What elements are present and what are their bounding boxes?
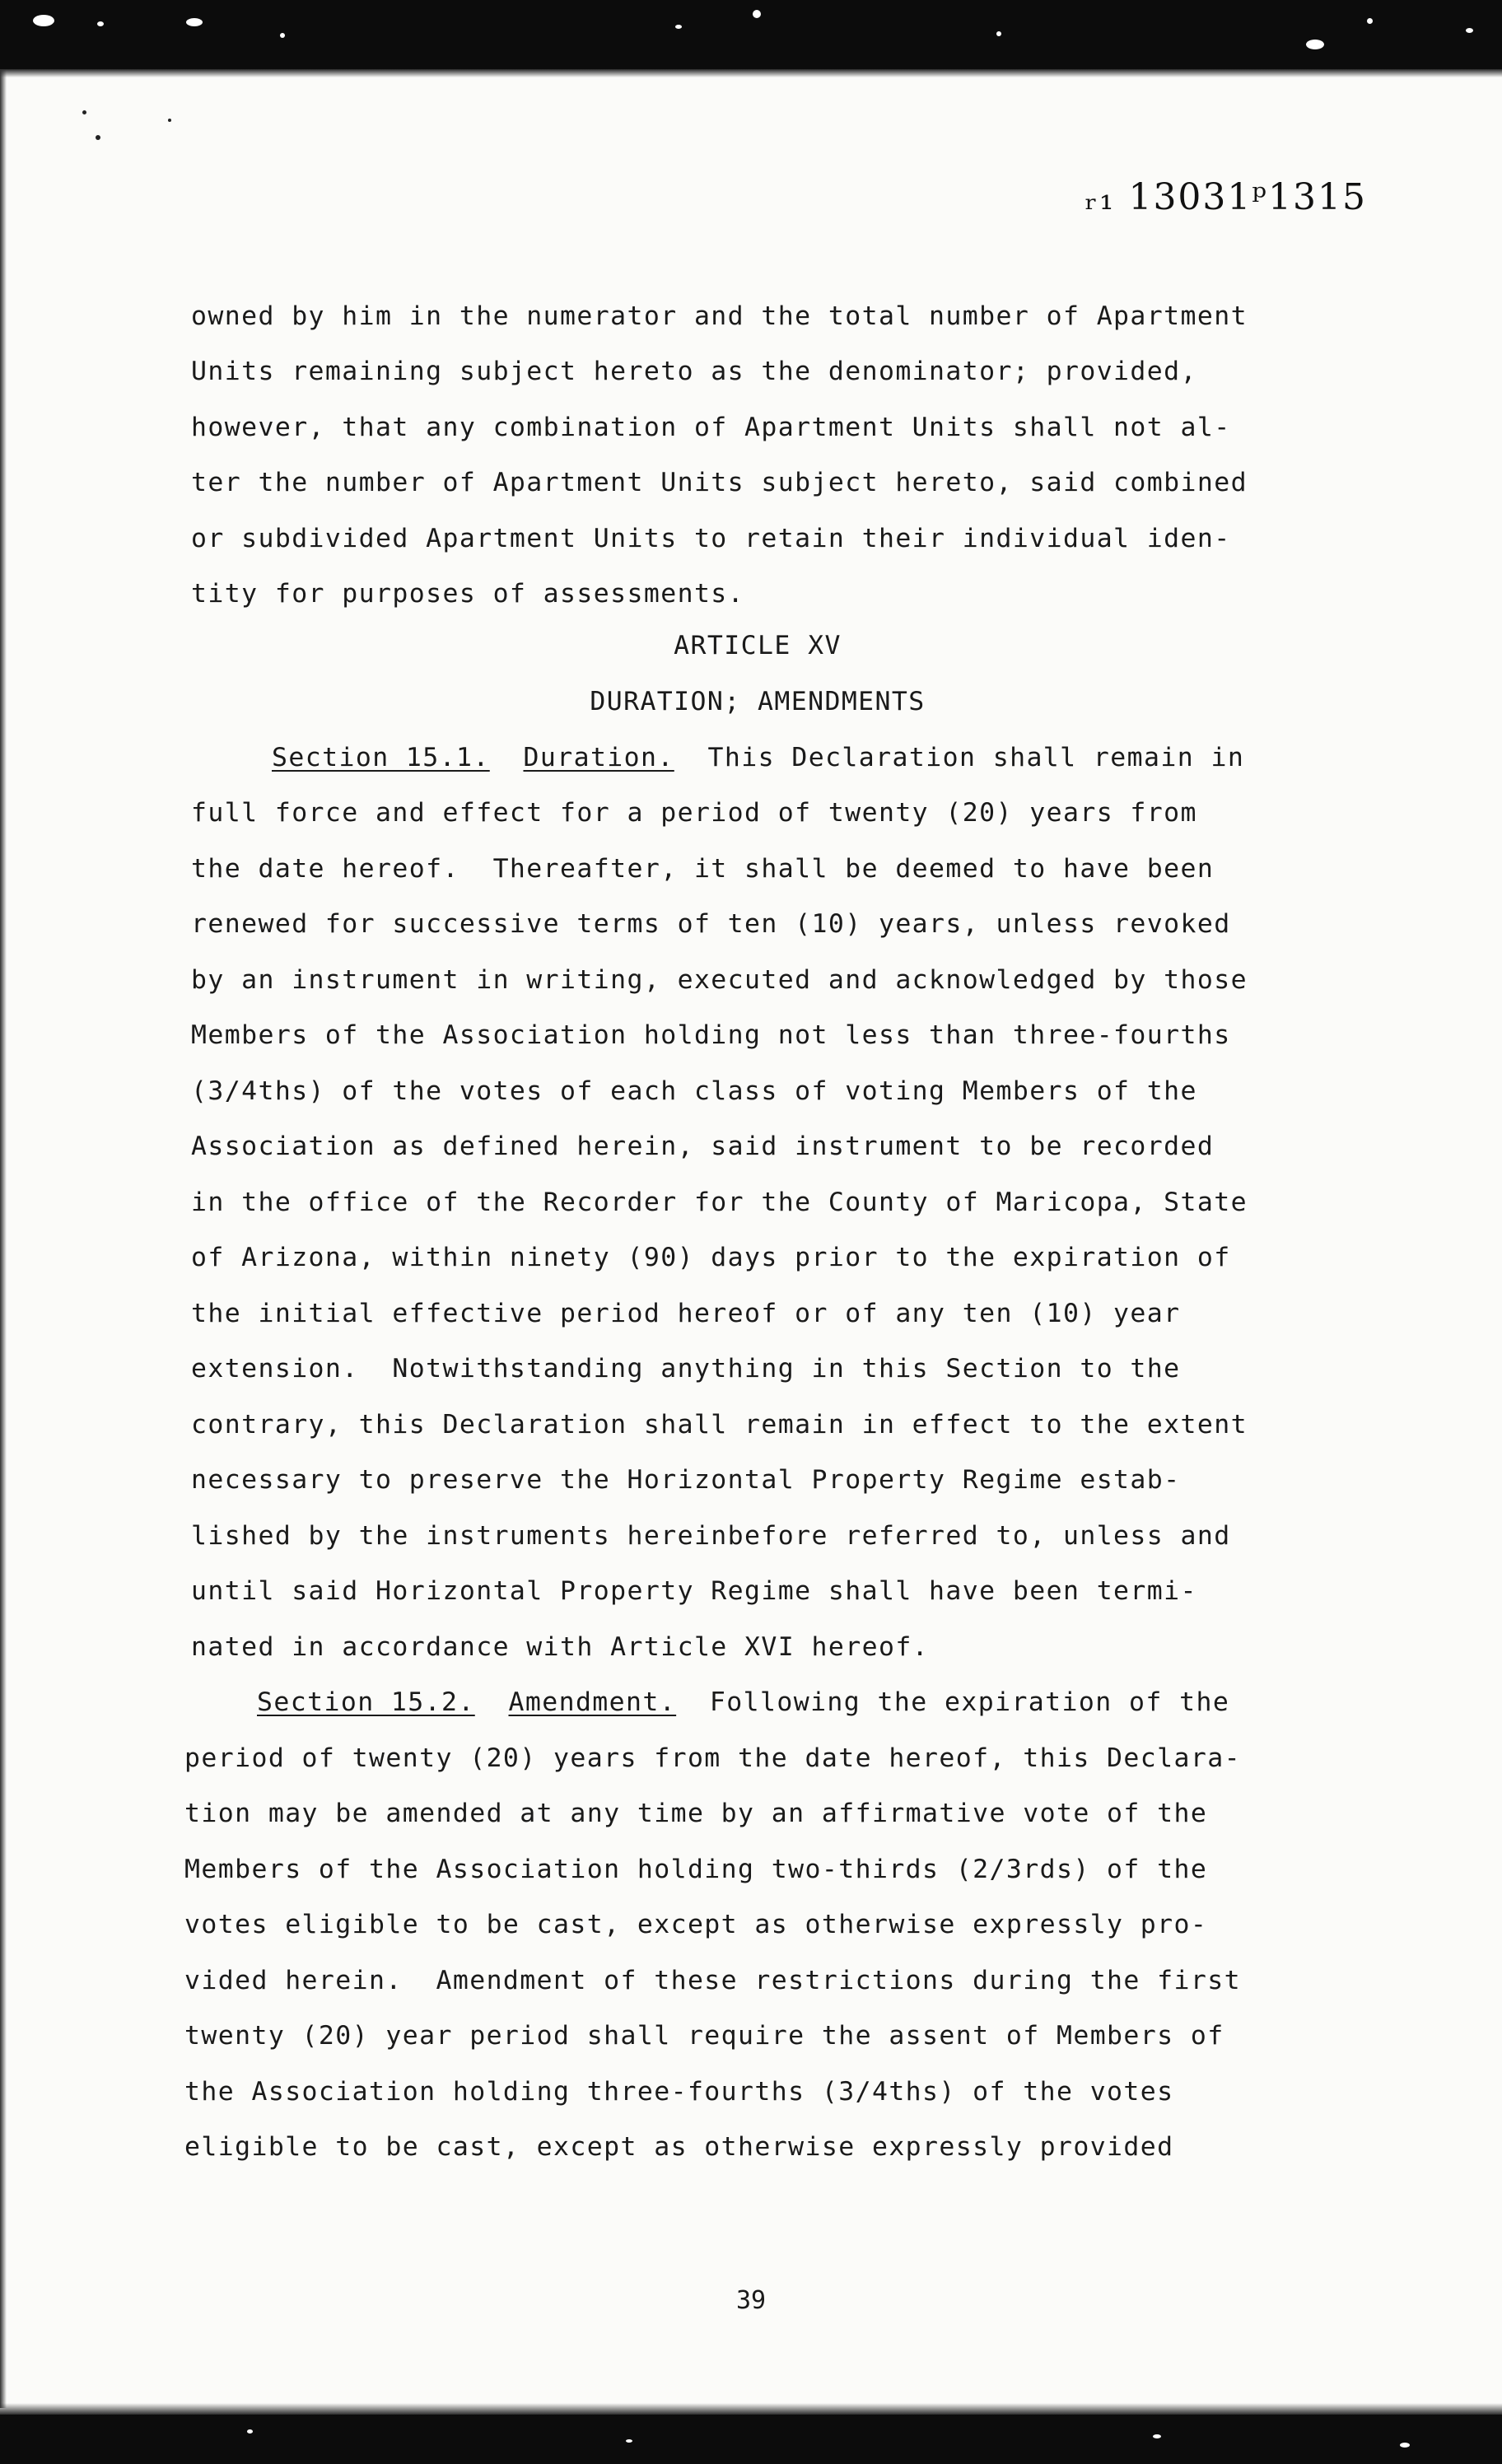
section-15-2-first-line: [257, 1684, 1360, 1720]
section-15-1-line: Members of the Association holding not less than three-fourths: [191, 1020, 1231, 1050]
scan-speck: [753, 10, 761, 18]
scan-left-shadow: [0, 69, 7, 2408]
scan-speck: [1466, 28, 1473, 33]
section-15-2-label: Section 15.2.: [257, 1687, 475, 1717]
section-15-2-line: period of twenty (20) years from the date hereof, this Declara-: [184, 1743, 1241, 1773]
scan-speck: [1306, 40, 1324, 49]
scan-top-border: [0, 0, 1502, 69]
section-15-2-line: the Association holding three-fourths (3/4ths) of the votes: [184, 2077, 1174, 2107]
section-15-1-line: until said Horizontal Property Regime shall have been termi-: [191, 1576, 1197, 1606]
scan-speck: [33, 15, 54, 26]
section-15-2-heading: Amendment.: [508, 1687, 677, 1717]
document-reference-number: ᵣ₁ 13031ᵖ1315: [1085, 176, 1367, 218]
section-15-1-line: full force and effect for a period of twenty (20) years from: [191, 798, 1197, 828]
body-line: owned by him in the numerator and the total number of Apartment: [191, 301, 1248, 331]
section-15-1-line: the date hereof. Thereafter, it shall be deemed to have been: [191, 854, 1215, 884]
section-15-1-first-line: [272, 740, 1367, 776]
section-15-2-line: tion may be amended at any time by an affirmative vote of the: [184, 1799, 1208, 1828]
scan-speck: [996, 31, 1001, 36]
body-line: tity for purposes of assessments.: [191, 579, 745, 609]
section-15-1-line: nated in accordance with Article XVI hereof.: [191, 1632, 930, 1662]
body-line: or subdivided Apartment Units to retain their individual iden-: [191, 524, 1231, 553]
scan-speck: [1400, 2443, 1410, 2448]
section-15-1-line: (3/4ths) of the votes of each class of voting Members of the: [191, 1076, 1197, 1106]
scan-speck: [280, 33, 285, 38]
section-15-1-line: extension. Notwithstanding anything in this Section to the: [191, 1354, 1181, 1384]
section-15-1-heading: Duration.: [523, 743, 674, 772]
scan-speck: [97, 21, 104, 26]
scan-speck: [186, 18, 203, 26]
section-15-2-line: Members of the Association holding two-thirds (2/3rds) of the: [184, 1855, 1208, 1884]
section-15-1-line: necessary to preserve the Horizontal Property Regime estab-: [191, 1465, 1181, 1495]
section-15-1-label: Section 15.1.: [272, 743, 490, 772]
section-15-2-line: twenty (20) year period shall require the assent of Members of: [184, 2021, 1224, 2051]
scan-dust: [82, 110, 86, 114]
section-15-1-first-line-text: This Declaration shall remain in: [707, 743, 1245, 772]
section-15-1-line: contrary, this Declaration shall remain in effect to the extent: [191, 1410, 1248, 1440]
scan-speck: [1367, 18, 1373, 24]
body-line: ter the number of Apartment Units subject hereto, said combined: [191, 468, 1248, 497]
section-15-1-line: by an instrument in writing, executed and acknowledged by those: [191, 965, 1248, 995]
section-15-1-line: in the office of the Recorder for the County of Maricopa, State: [191, 1188, 1248, 1217]
article-number: ARTICLE XV: [674, 631, 842, 660]
scan-top-shadow: [0, 69, 1502, 77]
scan-bottom-border: [0, 2415, 1502, 2464]
scan-bottom-shadow: [0, 2403, 1502, 2415]
section-15-1-line: of Arizona, within ninety (90) days prior to the expiration of: [191, 1243, 1231, 1272]
section-15-1-line: lished by the instruments hereinbefore referred to, unless and: [191, 1521, 1231, 1551]
scan-dust: [168, 119, 171, 122]
scan-dust: [96, 135, 100, 140]
section-15-2-line: vided herein. Amendment of these restrictions during the first: [184, 1966, 1241, 1995]
section-15-2-first-line-text: Following the expiration of the: [709, 1687, 1230, 1717]
scan-speck: [675, 25, 682, 29]
section-15-2-line: eligible to be cast, except as otherwise expressly provided: [184, 2132, 1174, 2162]
scan-speck: [1153, 2434, 1161, 2438]
body-line: however, that any combination of Apartment Units shall not al-: [191, 413, 1231, 442]
section-15-1-line: renewed for successive terms of ten (10) years, unless revoked: [191, 909, 1231, 939]
page-number: 39: [735, 2286, 767, 2315]
scan-speck: [247, 2429, 253, 2434]
scan-speck: [626, 2439, 632, 2443]
body-line: Units remaining subject hereto as the denominator; provided,: [191, 357, 1197, 386]
section-15-2-line: votes eligible to be cast, except as otherwise expressly pro-: [184, 1910, 1208, 1939]
section-15-1-line: the initial effective period hereof or of any ten (10) year: [191, 1299, 1181, 1328]
article-title: DURATION; AMENDMENTS: [590, 687, 926, 716]
section-15-1-line: Association as defined herein, said instrument to be recorded: [191, 1132, 1215, 1161]
